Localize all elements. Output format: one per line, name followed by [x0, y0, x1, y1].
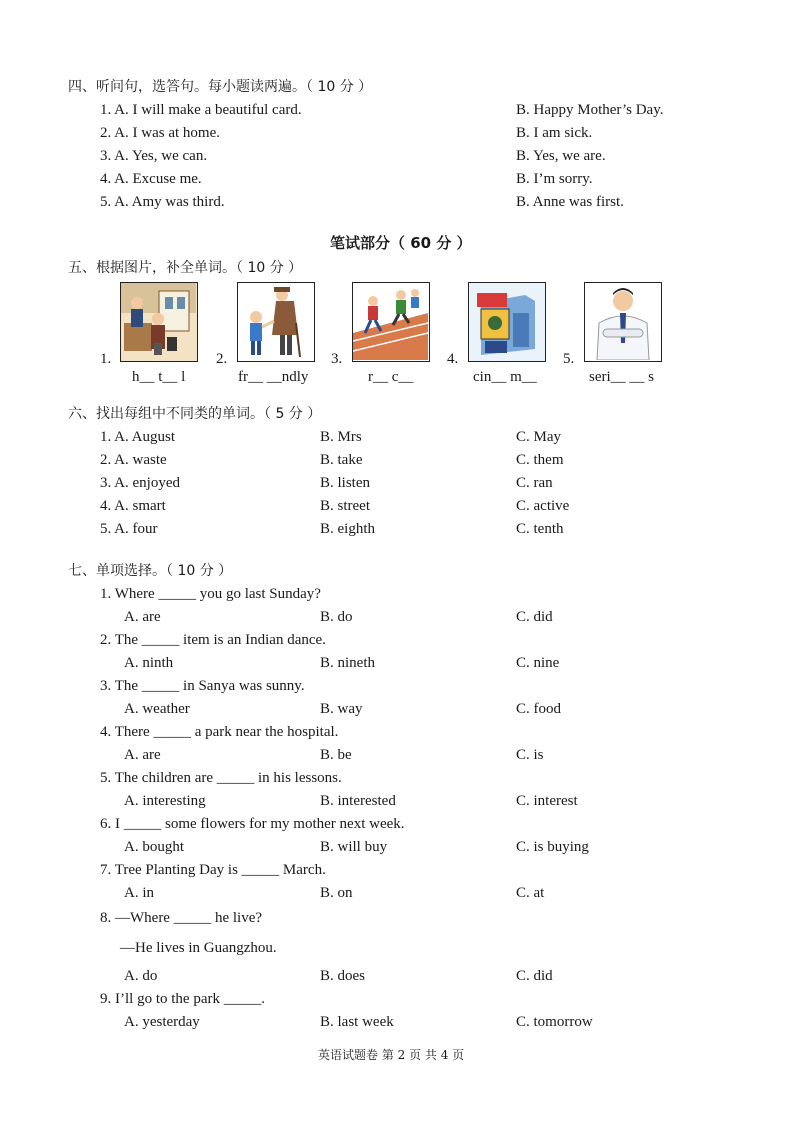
s6-item5-a: 5. A. four	[100, 521, 158, 537]
s7-q5-a: A. interesting	[124, 793, 206, 809]
s6-item2-a: 2. A. waste	[100, 452, 167, 468]
s7-q8: 8. —Where _____ he live?	[100, 910, 263, 926]
section4-title: 四、听问句，选答句。每小题读两遍。（ 10 分 ）	[68, 79, 373, 95]
s6-item5-c: C. tenth	[516, 521, 564, 537]
s6-item1-b: B. Mrs	[320, 429, 362, 445]
s7-q1: 1. Where _____ you go last Sunday?	[100, 586, 321, 602]
s7-q2-a: A. ninth	[124, 655, 174, 671]
children-running-race-picture	[352, 282, 430, 362]
s6-item1-c: C. May	[516, 429, 561, 445]
s7-q2-b: B. nineth	[320, 655, 375, 671]
s7-q4-a: A. are	[124, 747, 161, 763]
s4-item1-b: B. Happy Mother’s Day.	[516, 102, 664, 118]
s5-num1: 1.	[100, 351, 112, 367]
s7-q1-b: B. do	[320, 609, 353, 625]
s7-q3: 3. The _____ in Sanya was sunny.	[100, 678, 305, 694]
s7-q5-c: C. interest	[516, 793, 578, 809]
s7-q5: 5. The children are _____ in his lessons.	[100, 770, 342, 786]
s7-q8-c: C. did	[516, 968, 553, 984]
written-part-title: 笔试部分（ 60 分 ）	[330, 234, 472, 252]
page-footer: 英语试题卷 第 2 页 共 4 页	[318, 1048, 465, 1062]
s5-word1: h__ t__ l	[132, 369, 186, 385]
s4-item3-a: 3. A. Yes, we can.	[100, 148, 208, 164]
boy-helping-old-man-picture	[237, 282, 315, 362]
s7-q4-c: C. is	[516, 747, 544, 763]
s4-item4-a: 4. A. Excuse me.	[100, 171, 202, 187]
s4-item3-b: B. Yes, we are.	[516, 148, 606, 164]
s6-item2-c: C. them	[516, 452, 564, 468]
s4-item5-b: B. Anne was first.	[516, 194, 624, 210]
s7-q8-a: A. do	[124, 968, 158, 984]
s7-q7-b: B. on	[320, 885, 353, 901]
s7-q7: 7. Tree Planting Day is _____ March.	[100, 862, 326, 878]
s5-num3: 3.	[331, 351, 343, 367]
s7-q6-a: A. bought	[124, 839, 184, 855]
section6-title: 六、找出每组中不同类的单词。（ 5 分 ）	[68, 406, 322, 422]
s6-item3-a: 3. A. enjoyed	[100, 475, 180, 491]
s6-item2-b: B. take	[320, 452, 363, 468]
s7-q2: 2. The _____ item is an Indian dance.	[100, 632, 326, 648]
s7-q3-b: B. way	[320, 701, 363, 717]
s5-num5: 5.	[563, 351, 575, 367]
s4-item2-a: 2. A. I was at home.	[100, 125, 220, 141]
section5-title: 五、根据图片，补全单词。（ 10 分 ）	[68, 260, 303, 276]
s7-q7-a: A. in	[124, 885, 154, 901]
section7-title: 七、单项选择。（ 10 分 ）	[68, 563, 233, 579]
s4-item1-a: 1. A. I will make a beautiful card.	[100, 102, 302, 118]
s7-q5-b: B. interested	[320, 793, 396, 809]
s7-q3-a: A. weather	[124, 701, 190, 717]
s6-item4-a: 4. A. smart	[100, 498, 166, 514]
s7-q6-c: C. is buying	[516, 839, 589, 855]
s4-item2-b: B. I am sick.	[516, 125, 593, 141]
s4-item5-a: 5. A. Amy was third.	[100, 194, 225, 210]
s5-num2: 2.	[216, 351, 228, 367]
s7-q1-a: A. are	[124, 609, 161, 625]
s7-q8-reply: —He lives in Guangzhou.	[120, 940, 277, 956]
s5-num4: 4.	[447, 351, 459, 367]
s5-word5: seri__ __ s	[589, 369, 654, 385]
s6-item1-a: 1. A. August	[100, 429, 176, 445]
s4-item4-b: B. I’m sorry.	[516, 171, 593, 187]
s7-q9-a: A. yesterday	[124, 1014, 200, 1030]
s7-q6-b: B. will buy	[320, 839, 388, 855]
s6-item5-b: B. eighth	[320, 521, 375, 537]
s7-q2-c: C. nine	[516, 655, 560, 671]
hotel-lobby-picture	[120, 282, 198, 362]
s7-q3-c: C. food	[516, 701, 561, 717]
s6-item3-b: B. listen	[320, 475, 371, 491]
s7-q7-c: C. at	[516, 885, 545, 901]
cinema-building-picture	[468, 282, 546, 362]
serious-man-picture	[584, 282, 662, 362]
s5-word2: fr__ __ndly	[238, 369, 309, 385]
s6-item4-c: C. active	[516, 498, 570, 514]
s7-q9-c: C. tomorrow	[516, 1014, 593, 1030]
s5-word4: cin__ m__	[473, 369, 537, 385]
s7-q6: 6. I _____ some flowers for my mother next week.	[100, 816, 405, 832]
s7-q4: 4. There _____ a park near the hospital.	[100, 724, 339, 740]
s7-q1-c: C. did	[516, 609, 553, 625]
s7-q9: 9. I’ll go to the park _____.	[100, 991, 265, 1007]
s7-q8-b: B. does	[320, 968, 365, 984]
s6-item4-b: B. street	[320, 498, 370, 514]
s6-item3-c: C. ran	[516, 475, 553, 491]
s7-q9-b: B. last week	[320, 1014, 394, 1030]
s5-word3: r__ c__	[368, 369, 414, 385]
s7-q4-b: B. be	[320, 747, 352, 763]
